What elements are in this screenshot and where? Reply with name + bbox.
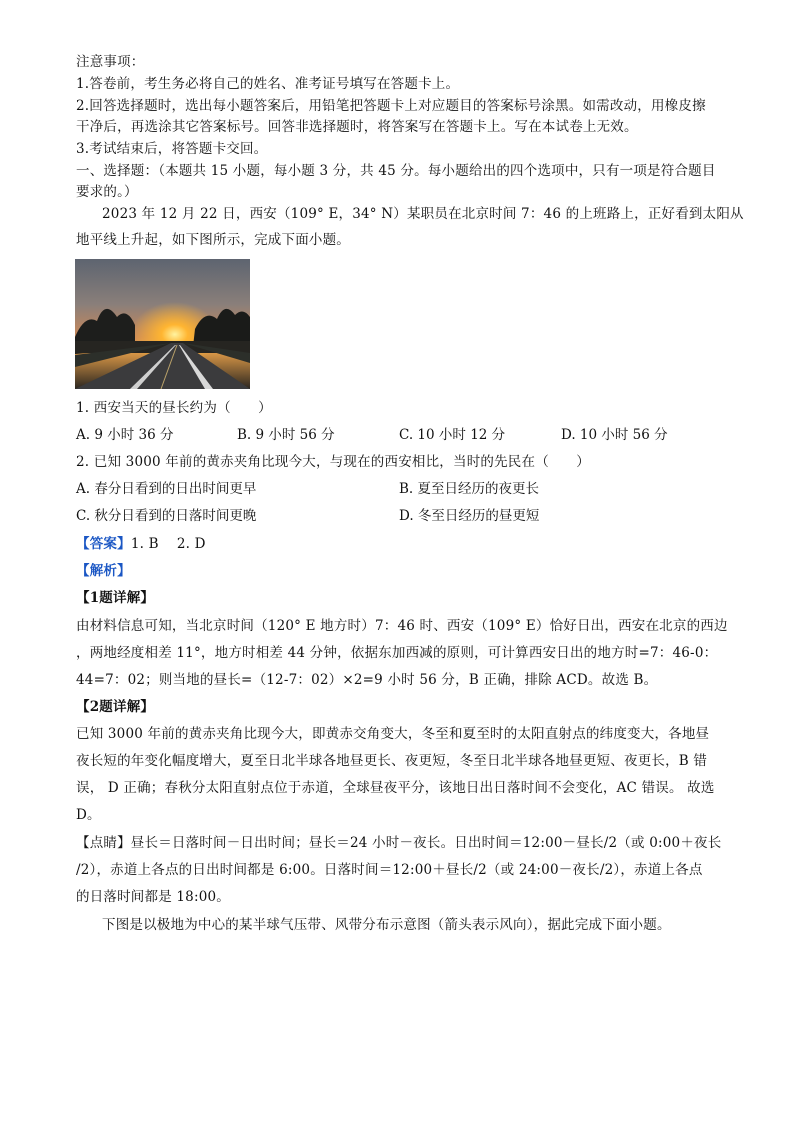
notice-item-2-cont: 干净后，再选涂其它答案标号。回答非选择题时，将答案写在答题卡上。写在本试卷上无效。 <box>76 119 638 135</box>
notice-item-3: 3.考试结束后，将答题卡交回。 <box>76 141 268 157</box>
material-text: 2023 年 12 月 22 日，西安（109° E，34° N）某职员在北京时间 7：46 的上班路上，正好看到太阳从 <box>102 206 744 222</box>
notice-item-2: 2.回答选择题时，选出每小题答案后，用铅笔把答题卡上对应题目的答案标号涂黑。如需改动，用橡皮擦 <box>76 98 706 114</box>
question-2-stem: 2. 已知 3000 年前的黄赤夹角比现今大，与现在的西安相比，当时的先民在（ ） <box>76 454 591 470</box>
question-2-option-b: B. 夏至日经历的夜更长 <box>399 481 540 497</box>
detail-1-line-2: ，两地经度相差 11°，地方时相差 44 分钟，依据东加西减的原则，可计算西安日出的地方时=7：46-0： <box>76 645 718 661</box>
tip-line-3: 的日落时间都是 18:00。 <box>76 889 230 905</box>
question-2-option-c: C. 秋分日看到的日落时间更晚 <box>76 508 257 524</box>
analysis-label: 【解析】 <box>76 563 131 579</box>
question-1-option-b: B. 9 小时 56 分 <box>237 427 335 443</box>
detail-2-line-2: 夜长短的年变化幅度增大，夏至日北半球各地昼更长、夜更短，冬至日北半球各地昼更短、夜更长，B 错 <box>76 753 708 769</box>
tip-line-2: /2），赤道上各点的日出时间都是 6:00。日落时间＝12:00＋昼长/2（或 24:00－夜长/2），赤道上各点 <box>76 862 703 878</box>
material-text-cont: 地平线上升起，如下图所示，完成下面小题。 <box>76 232 350 248</box>
answer-line <box>76 534 721 554</box>
question-1-option-d: D. 10 小时 56 分 <box>561 427 668 443</box>
detail-1-line-3: 44=7：02；则当地的昼长=（12-7：02）×2=9 小时 56 分，B 正确，排除 ACD。故选 B。 <box>76 672 658 688</box>
next-question-intro: 下图是以极地为中心的某半球气压带、风带分布示意图（箭头表示风向），据此完成下面小题。 <box>102 917 671 933</box>
detail-1-label: 【1题详解】 <box>76 590 155 606</box>
detail-2-label: 【2题详解】 <box>76 699 155 715</box>
answer-text: 1. B 2. D <box>130 536 206 552</box>
tip-line-1: 【点睛】昼长＝日落时间－日出时间；昼长＝24 小时－夜长。日出时间＝12:00－昼长/2（或 0:00＋夜长 <box>76 835 722 851</box>
answer-label: 【答案】 <box>76 536 131 552</box>
question-1-option-a: A. 9 小时 36 分 <box>76 427 174 443</box>
notice-item-1: 1.答卷前，考生务必将自己的姓名、准考证号填写在答题卡上。 <box>76 76 460 92</box>
section-heading-cont: 要求的。） <box>76 184 138 200</box>
question-1-stem: 1. 西安当天的昼长约为（ ） <box>76 400 272 416</box>
question-1-option-c: C. 10 小时 12 分 <box>399 427 506 443</box>
detail-1-line-1: 由材料信息可知，当北京时间（120° E 地方时）7：46 时、西安（109° E）恰好日出，西安在北京的西边 <box>76 618 728 634</box>
detail-2-line-4: D。 <box>76 807 101 823</box>
detail-2-line-3: 误， D 正确；春秋分太阳直射点位于赤道，全球昼夜平分，该地日出日落时间不会变化，AC 错误。 故选 <box>76 780 715 796</box>
notice-title: 注意事项： <box>76 54 145 70</box>
section-heading: 一、选择题：（本题共 15 小题，每小题 3 分，共 45 分。每小题给出的四个选项中，只有一项是符合题目 <box>76 163 716 179</box>
detail-2-line-1: 已知 3000 年前的黄赤夹角比现今大，即黄赤交角变大，冬至和夏至时的太阳直射点的纬度变大，各地昼 <box>76 726 710 742</box>
question-2-option-a: A. 春分日看到的日出时间更早 <box>76 481 257 497</box>
sunrise-road-photo <box>75 259 250 389</box>
question-2-option-d: D. 冬至日经历的昼更短 <box>399 508 540 524</box>
